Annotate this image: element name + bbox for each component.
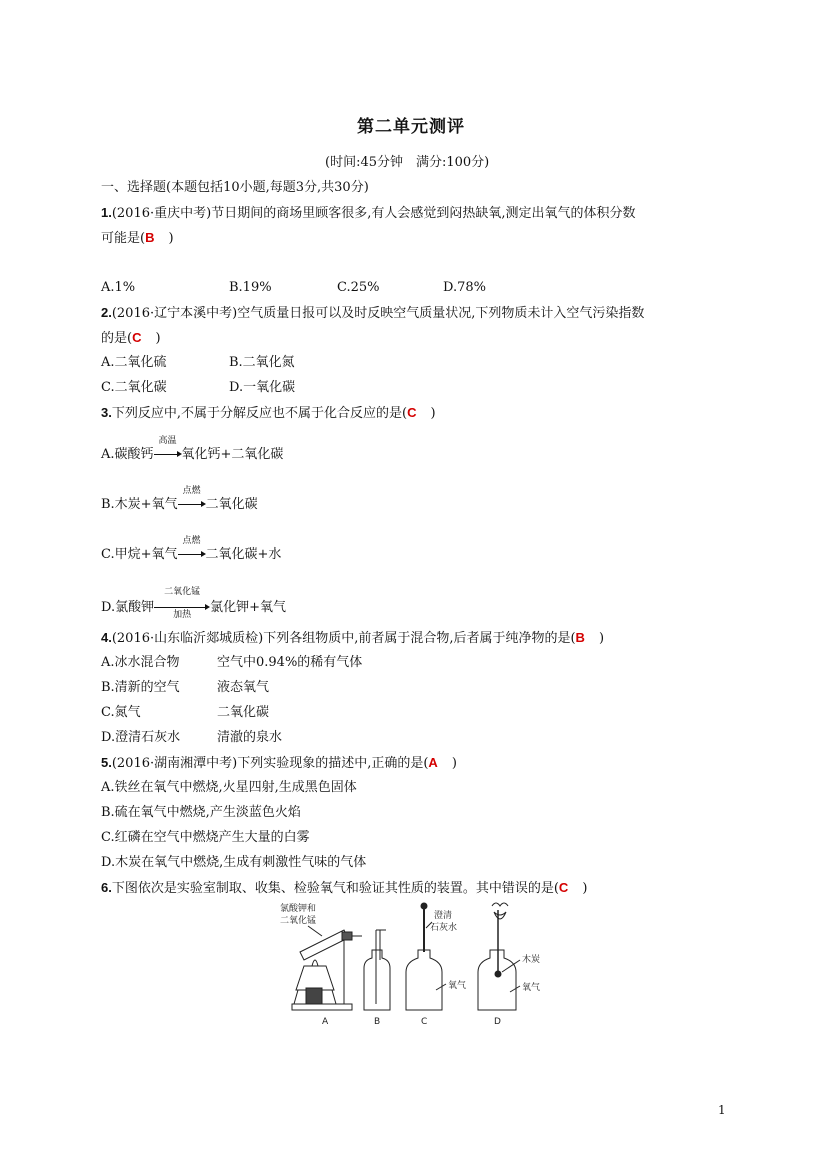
reaction-arrow <box>154 436 182 460</box>
question-number: 2. <box>101 305 112 320</box>
reaction-condition: 点燃 <box>182 536 201 546</box>
figure-label-c: C <box>421 1017 428 1027</box>
section-heading: 一、选择题(本题包括10小题,每题3分,共30分) <box>101 180 369 195</box>
option-a-first: A.冰水混合物 <box>101 655 180 670</box>
question-4 <box>101 631 604 645</box>
option-d: D.木炭在氧气中燃烧,生成有刺激性气味的气体 <box>101 855 367 870</box>
figure-label-d: D <box>494 1017 501 1027</box>
product: 氧化钙+二氧化碳 <box>181 447 284 462</box>
option-a: A.铁丝在氧气中燃烧,火星四射,生成黑色固体 <box>101 780 357 795</box>
reaction-arrow <box>178 486 206 510</box>
product: 氯化钾+氧气 <box>210 600 286 615</box>
reagent-label-1: 氯酸钾和 <box>280 904 317 914</box>
question-text: 下图依次是实验室制取、收集、检验氧气和验证其性质的装置。其中错误的是( <box>111 881 559 896</box>
apparatus-c <box>406 903 466 1010</box>
reactant: C.甲烷+氧气 <box>101 547 178 562</box>
paren-close: ) <box>598 631 605 646</box>
oxygen-label-c: 氧气 <box>448 981 467 991</box>
charcoal-label: 木炭 <box>522 955 541 965</box>
reaction-condition: 高温 <box>158 436 177 446</box>
paren-close: ) <box>430 406 436 421</box>
question-text: (2016·辽宁本溪中考)空气质量日报可以及时反映空气质量状况,下列物质未计入空气污染指数 <box>111 306 645 321</box>
option-b: B.硫在氧气中燃烧,产生淡蓝色火焰 <box>101 805 301 820</box>
answer-mark: A <box>428 755 438 770</box>
question-number: 1. <box>101 205 112 220</box>
question-text: (2016·重庆中考)节日期间的商场里顾客很多,有人会感觉到闷热缺氧,测定出氧气的体积分数 <box>111 206 636 221</box>
option-a <box>101 436 284 462</box>
question-text: (2016·湖南湘潭中考)下列实验现象的描述中,正确的是( <box>111 756 429 771</box>
apparatus-d <box>478 903 540 1010</box>
option-b: B.二氧化氮 <box>229 355 295 370</box>
option-b-second: 液态氧气 <box>217 680 270 695</box>
question-1-line2 <box>101 231 174 245</box>
question-3 <box>101 406 436 420</box>
option-c: C.红磷在空气中燃烧产生大量的白雾 <box>101 830 310 845</box>
reaction-arrow <box>178 536 206 560</box>
option-c: C.二氧化碳 <box>101 380 167 395</box>
reactant: D.氯酸钾 <box>101 600 155 615</box>
answer-mark: C <box>558 880 569 895</box>
option-d-second: 清澈的泉水 <box>217 730 283 745</box>
option-b: B.19% <box>229 280 272 295</box>
figure-label-a: A <box>322 1017 329 1027</box>
page-title: 第二单元测评 <box>357 117 465 137</box>
reactant: A.碳酸钙 <box>101 447 154 462</box>
page-number: 1 <box>718 1103 726 1117</box>
question-text: 下列反应中,不属于分解反应也不属于化合反应的是( <box>111 406 408 421</box>
option-b-first: B.清新的空气 <box>101 680 180 695</box>
question-2 <box>101 306 644 320</box>
reactant: B.木炭+氧气 <box>101 497 178 512</box>
option-a: A.二氧化硫 <box>101 355 167 370</box>
lime-label-2: 石灰水 <box>430 923 458 933</box>
exam-subtitle: (时间:45分钟 满分:100分) <box>325 155 490 170</box>
product: 二氧化碳+水 <box>205 547 282 562</box>
question-6 <box>101 881 587 895</box>
reaction-catalyst: 二氧化锰 <box>164 587 201 597</box>
option-b <box>101 486 258 512</box>
option-a: A.1% <box>101 280 136 295</box>
apparatus-figure <box>278 900 548 1030</box>
option-d <box>101 587 286 620</box>
product: 二氧化碳 <box>205 497 258 512</box>
option-d: D.78% <box>443 280 486 295</box>
question-number: 3. <box>101 405 112 420</box>
question-text: 可能是( <box>101 231 146 246</box>
apparatus-b <box>364 930 390 1010</box>
lime-label-1: 澄清 <box>434 911 453 921</box>
reagent-label-2: 二氧化锰 <box>280 916 317 926</box>
answer-mark: C <box>132 330 142 345</box>
option-c: C.25% <box>337 280 380 295</box>
answer-mark: B <box>145 230 155 245</box>
apparatus-a <box>280 902 362 1010</box>
figure-label-b: B <box>374 1017 381 1027</box>
reaction-condition: 点燃 <box>182 486 201 496</box>
option-c-first: C.氮气 <box>101 705 141 720</box>
option-d-first: D.澄清石灰水 <box>101 730 181 745</box>
paren-close: ) <box>451 756 457 771</box>
answer-mark: C <box>407 405 417 420</box>
question-number: 6. <box>101 880 112 895</box>
question-text: 的是( <box>101 331 133 346</box>
question-number: 4. <box>101 630 112 645</box>
option-d: D.一氧化碳 <box>229 380 296 395</box>
paren-close: ) <box>155 331 161 346</box>
question-2-line2 <box>101 331 161 345</box>
paren-close: ) <box>582 881 588 896</box>
paren-close: ) <box>168 231 174 246</box>
answer-mark: B <box>575 630 585 645</box>
question-number: 5. <box>101 755 112 770</box>
oxygen-label-d: 氧气 <box>522 983 541 993</box>
question-1 <box>101 206 635 220</box>
reaction-condition: 加热 <box>173 610 192 620</box>
option-c-second: 二氧化碳 <box>217 705 270 720</box>
question-text: (2016·山东临沂郯城质检)下列各组物质中,前者属于混合物,后者属于纯净物的是( <box>111 631 576 646</box>
option-a-second: 空气中0.94%的稀有气体 <box>217 655 363 670</box>
reaction-arrow <box>154 587 210 620</box>
option-c <box>101 536 282 562</box>
question-5 <box>101 756 457 770</box>
